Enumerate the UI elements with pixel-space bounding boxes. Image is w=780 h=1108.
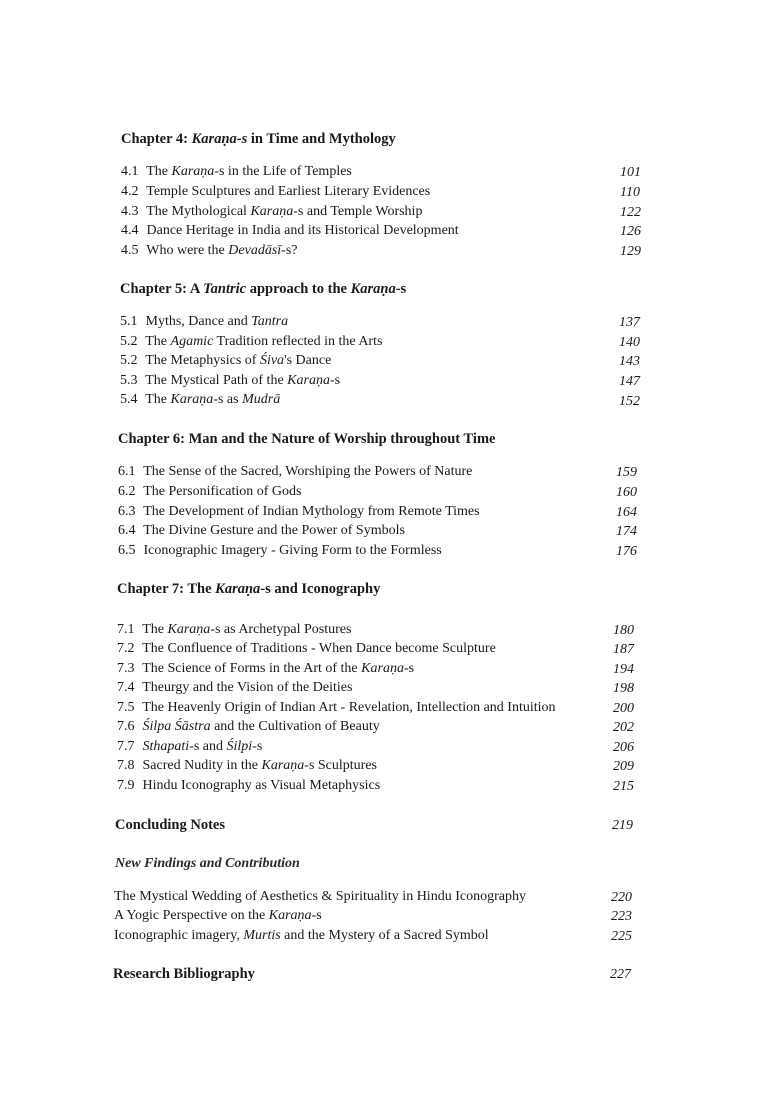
toc-entry-7-2: 7.2 The Confluence of Traditions - When Dance become Sculpture <box>117 641 496 656</box>
toc-entry-4-4: 4.4 Dance Heritage in India and its Historical Development <box>121 223 459 238</box>
page-number: 209 <box>613 759 634 774</box>
toc-entry-5-1: 5.1 Myths, Dance and Tantra <box>120 314 289 329</box>
page-number: 159 <box>616 465 637 480</box>
toc-entry-7-9: 7.9 Hindu Iconography as Visual Metaphysics <box>117 778 381 793</box>
page-number: 215 <box>613 779 634 794</box>
new-findings-heading: New Findings and Contribution <box>115 856 300 871</box>
page-number: 176 <box>616 544 637 559</box>
toc-entry-4-2: 4.2 Temple Sculptures and Earliest Literary Evidences <box>121 184 431 199</box>
page-number: 101 <box>620 165 641 180</box>
page-number: 137 <box>619 315 640 330</box>
page-number: 227 <box>610 967 631 982</box>
page-number: 220 <box>611 890 632 905</box>
toc-entry-7-8: 7.8 Sacred Nudity in the Karaṇa-s Sculptures <box>117 758 377 773</box>
page-number: 225 <box>611 929 632 944</box>
page-number: 206 <box>613 740 634 755</box>
page-number: 223 <box>611 909 632 924</box>
toc-entry-7-5: 7.5 The Heavenly Origin of Indian Art - Revelation, Intellection and Intuition <box>117 700 556 715</box>
page-number: 219 <box>612 818 633 833</box>
page-number: 143 <box>619 354 640 369</box>
page-number: 126 <box>620 224 641 239</box>
toc-entry-6-3: 6.3 The Development of Indian Mythology from Remote Times <box>118 504 480 519</box>
page-number: 174 <box>616 524 637 539</box>
toc-entry-5-4: 5.4 The Karaṇa-s as Mudrā <box>120 392 281 407</box>
toc-entry-4-5: 4.5 Who were the Devadāsī-s? <box>121 243 298 258</box>
page-number: 152 <box>619 394 640 409</box>
page-number: 187 <box>613 642 634 657</box>
toc-entry-7-1: 7.1 The Karaṇa-s as Archetypal Postures <box>117 622 352 637</box>
chapter-7-heading: Chapter 7: The Karaṇa-s and Iconography <box>117 581 381 597</box>
toc-entry-6-1: 6.1 The Sense of the Sacred, Worshiping the Powers of Nature <box>118 464 473 479</box>
toc-entry-7-3: 7.3 The Science of Forms in the Art of the Karaṇa-s <box>117 661 415 676</box>
findings-entry-3: Iconographic imagery, Murtis and the Mystery of a Sacred Symbol <box>114 928 489 943</box>
page-number: 147 <box>619 374 640 389</box>
page-number: 129 <box>620 244 641 259</box>
page-number: 160 <box>616 485 637 500</box>
research-bibliography-heading: Research Bibliography <box>113 966 255 982</box>
toc-entry-5-2b: 5.2 The Metaphysics of Śiva's Dance <box>120 353 332 368</box>
page-number: 198 <box>613 681 634 696</box>
page-number: 110 <box>620 185 640 200</box>
page-number: 202 <box>613 720 634 735</box>
concluding-notes-heading: Concluding Notes <box>115 817 225 833</box>
toc-entry-7-7: 7.7 Sthapati-s and Śilpi-s <box>117 739 263 754</box>
toc-entry-4-1: 4.1 The Karaṇa-s in the Life of Temples <box>121 164 352 179</box>
findings-entry-2: A Yogic Perspective on the Karaṇa-s <box>114 908 322 923</box>
page-number: 194 <box>613 662 634 677</box>
page-number: 180 <box>613 623 634 638</box>
chapter-5-heading: Chapter 5: A Tantric approach to the Karaṇa-s <box>120 281 407 297</box>
toc-entry-4-3: 4.3 The Mythological Karaṇa-s and Temple Worship <box>121 204 423 219</box>
findings-entry-1: The Mystical Wedding of Aesthetics & Spirituality in Hindu Iconography <box>114 889 526 904</box>
toc-entry-7-6: 7.6 Śilpa Śāstra and the Cultivation of Beauty <box>117 719 380 734</box>
chapter-6-heading: Chapter 6: Man and the Nature of Worship throughout Time <box>118 431 496 447</box>
toc-entry-6-4: 6.4 The Divine Gesture and the Power of Symbols <box>118 523 405 538</box>
chapter-4-heading: Chapter 4: Karaṇa-s in Time and Mythology <box>121 131 396 147</box>
page-number: 122 <box>620 205 641 220</box>
toc-entry-5-3: 5.3 The Mystical Path of the Karaṇa-s <box>120 373 341 388</box>
page-number: 164 <box>616 505 637 520</box>
toc-entry-6-5: 6.5 Iconographic Imagery - Giving Form to the Formless <box>118 543 442 558</box>
page-number: 200 <box>613 701 634 716</box>
toc-entry-7-4: 7.4 Theurgy and the Vision of the Deities <box>117 680 353 695</box>
toc-entry-6-2: 6.2 The Personification of Gods <box>118 484 302 499</box>
page-number: 140 <box>619 335 640 350</box>
toc-entry-5-2a: 5.2 The Agamic Tradition reflected in the Arts <box>120 334 383 349</box>
